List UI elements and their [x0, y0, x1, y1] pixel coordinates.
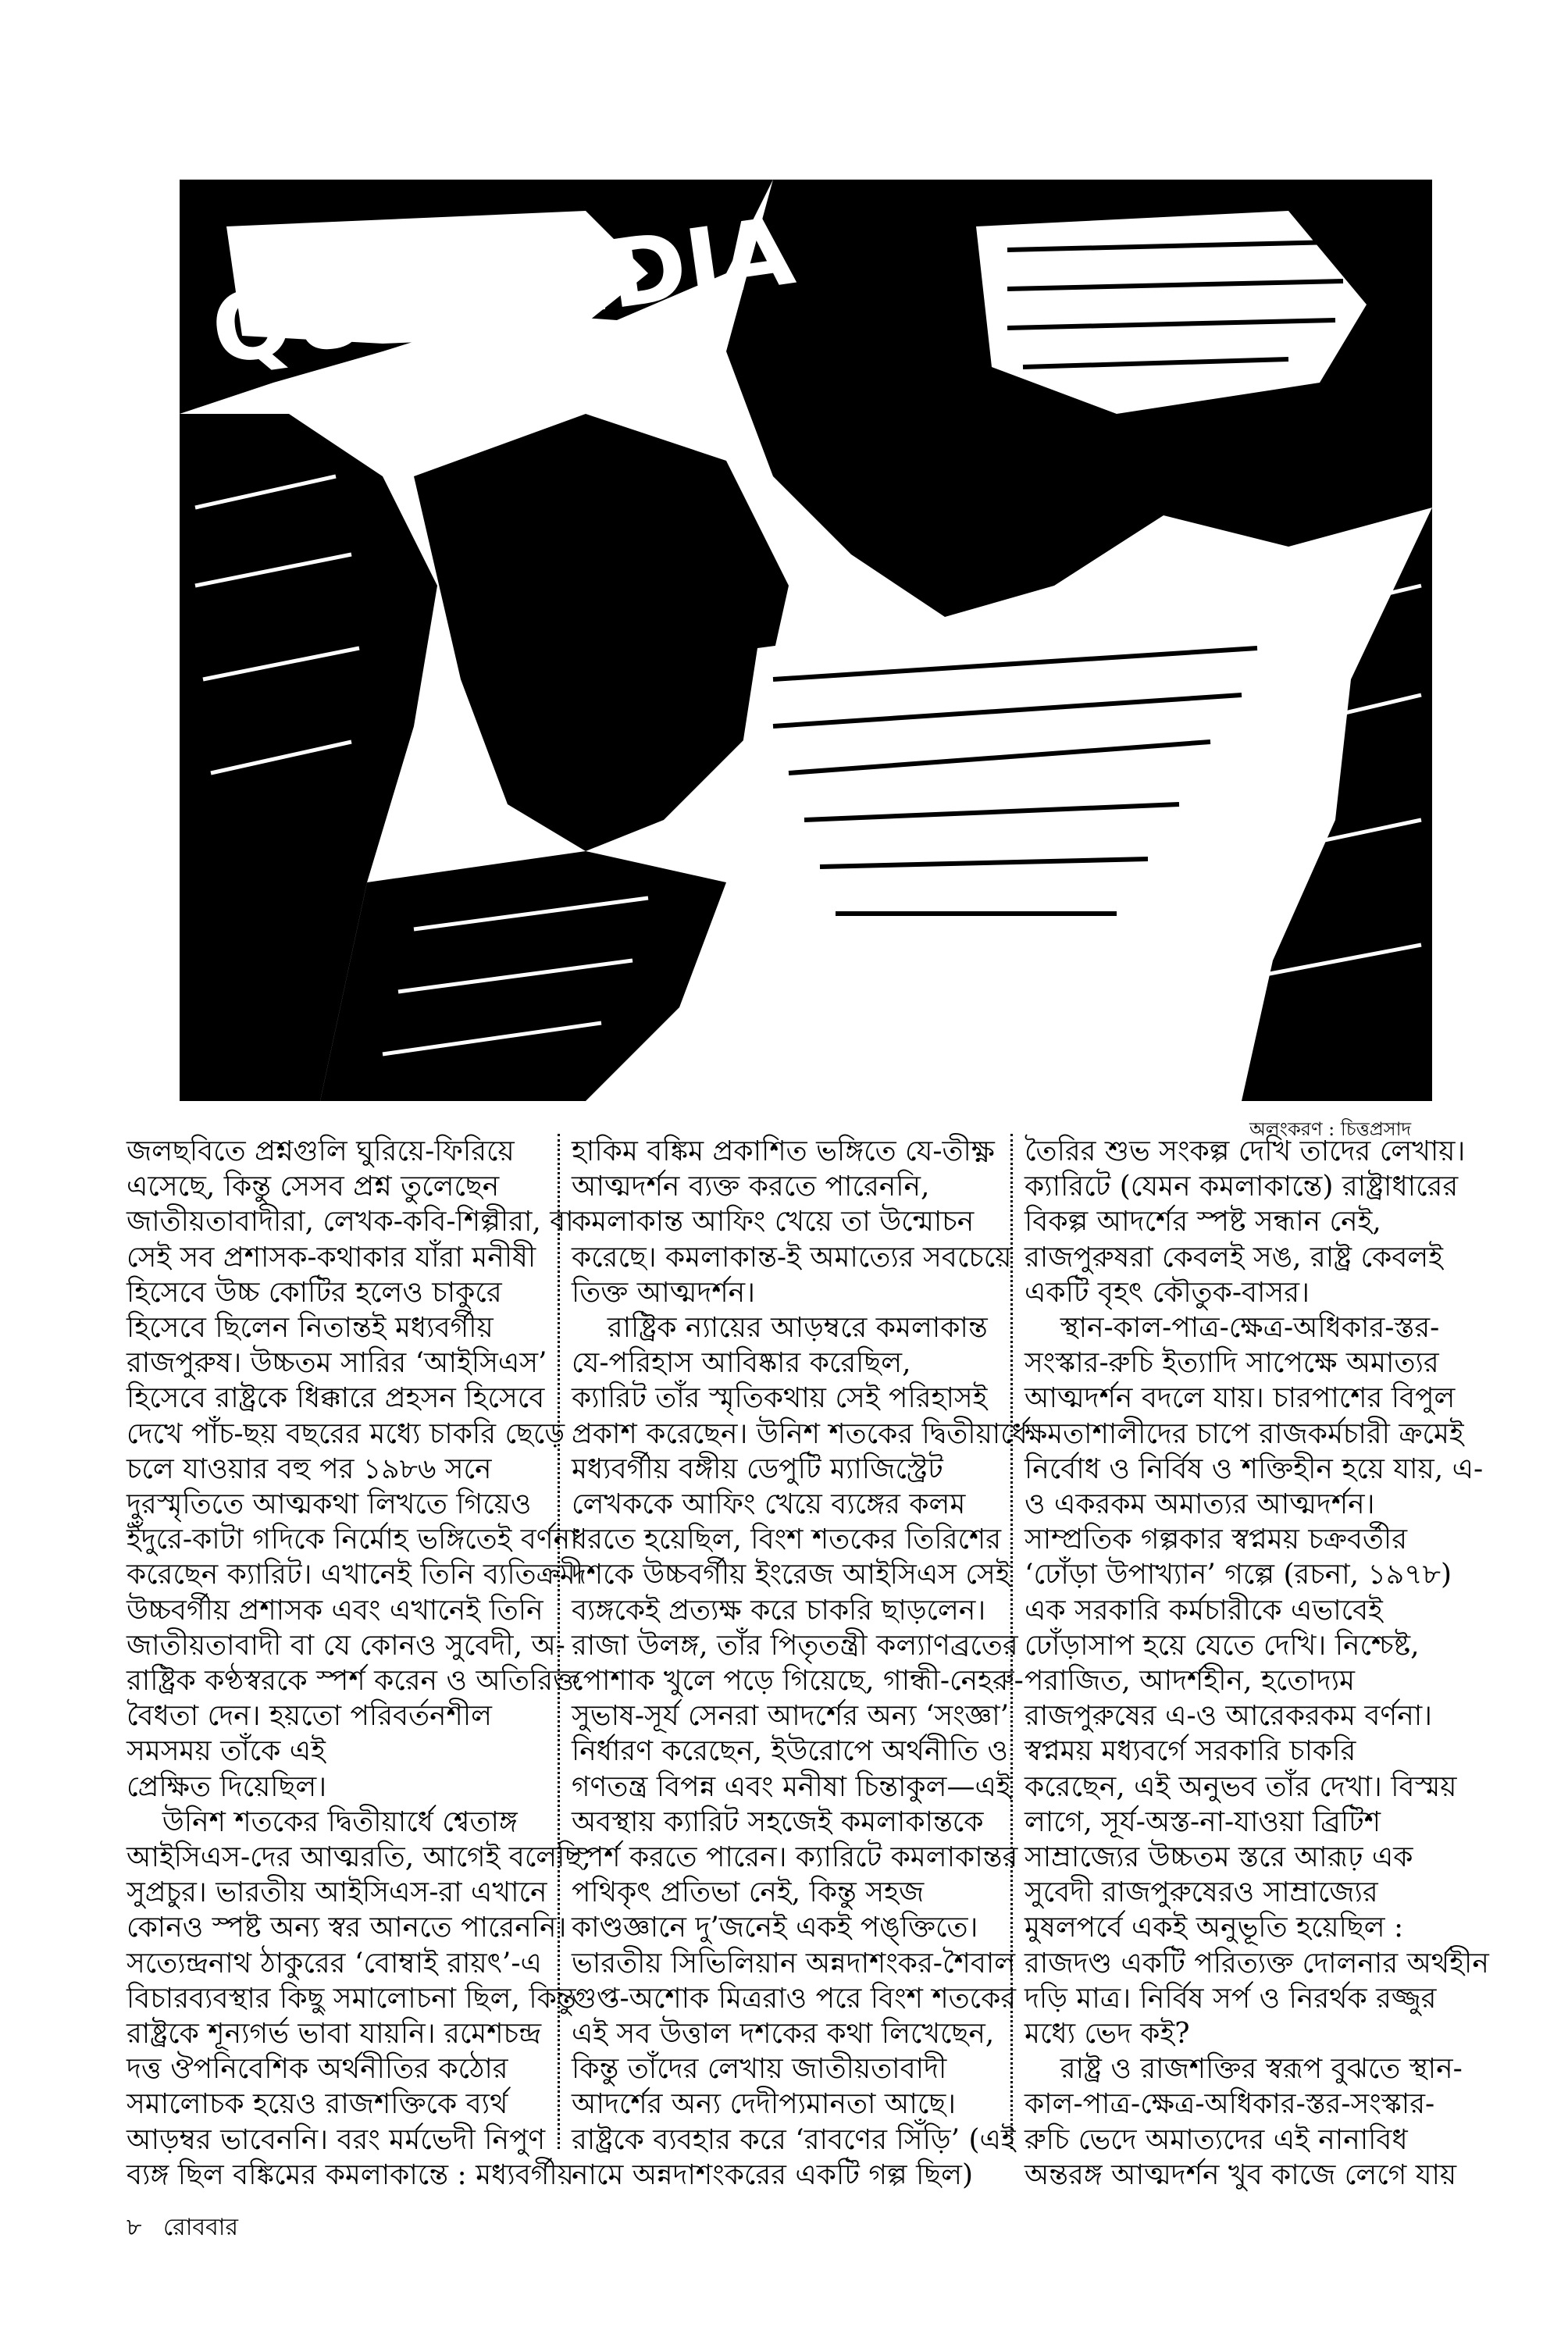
text-line: হিসেবে উচ্চ কোটির হলেও চাকুরে [127, 1276, 502, 1309]
text-line: রাষ্ট্রিক ন্যায়ের আড়ম্বরে কমলাকান্ত [572, 1312, 988, 1345]
text-line: গণতন্ত্র বিপন্ন এবং মনীষা চিন্তাকুল—এই [572, 1770, 1011, 1803]
text-line: রাজা উলঙ্গ, তাঁর পিতৃতন্ত্রী কল্যাণব্রতের [572, 1629, 1018, 1662]
text-line: দেখে পাঁচ-ছয় বছরের মধ্যে চাকরি ছেড়ে [127, 1417, 565, 1450]
text-line: করেছে। কমলাকান্ত-ই অমাত্যের সবচেয়ে [572, 1241, 1012, 1274]
text-line: কোনও স্পষ্ট অন্য স্বর আনতে পারেননি। [127, 1912, 567, 1944]
text-line: রাষ্ট্রিক কণ্ঠস্বরকে স্পর্শ করেন ও অতিরিক্ত [127, 1665, 580, 1698]
text-line: রুচি ভেদে অমাত্যদের এই নানাবিধ [1025, 2123, 1408, 2156]
text-line: ও একরকম অমাত্যর আত্মদর্শন। [1025, 1488, 1375, 1521]
text-line: দশকে উচ্চবর্গীয় ইংরেজ আইসিএস সেই [572, 1559, 1010, 1591]
text-line: কাল-পাত্র-ক্ষেত্র-অধিকার-স্তর-সংস্কার- [1025, 2088, 1435, 2121]
text-line: জাতীয়তাবাদী বা যে কোনও সুবেদী, অ- [127, 1629, 565, 1662]
text-line: দত্ত ঔপনিবেশিক অর্থনীতির কঠোর [127, 2053, 508, 2086]
text-line: জাতীয়তাবাদীরা, লেখক-কবি-শিল্পীরা, বা [127, 1206, 574, 1238]
page-number: ৮ [127, 2214, 142, 2241]
text-line: সত্যেন্দ্রনাথ ঠাকুরের ‘বোম্বাই রায়ৎ’-এ [127, 1947, 542, 1980]
text-line: বৈধতা দেন। হয়তো পরিবর্তনশীল [127, 1700, 492, 1733]
text-line: পথিকৃৎ প্রতিভা নেই, কিন্তু সহজ [572, 1876, 925, 1909]
text-line: ব্যঙ্গকেই প্রত্যক্ষ করে চাকরি ছাড়লেন। [572, 1594, 986, 1627]
text-line: রাজপুরুষের এ-ও আরেকরকম বর্ণনা। [1025, 1700, 1433, 1733]
text-line: মধ্যবর্গীয় বঙ্গীয় ডেপুটি ম্যাজিস্ট্রেট [572, 1452, 943, 1485]
text-line: আত্মদর্শন ব্যক্ত করতে পারেননি, [572, 1171, 930, 1203]
text-line: নির্বোধ ও নির্বিষ ও শক্তিহীন হয়ে যায়, এ- [1025, 1452, 1484, 1485]
text-line: ক্ষমতাশালীদের চাপে রাজকর্মচারী ক্রমেই [1025, 1417, 1464, 1450]
text-line: সেই সব প্রশাসক-কথাকার যাঁরা মনীষী [127, 1241, 536, 1274]
text-line: ভারতীয় সিভিলিয়ান অন্নদাশংকর-শৈবাল [572, 1947, 1016, 1980]
text-line: এই সব উত্তাল দশকের কথা লিখেছেন, [572, 2018, 995, 2051]
text-line: আড়ম্বর ভাবেননি। বরং মর্মভেদী নিপুণ [127, 2123, 546, 2156]
text-line: এসেছে, কিন্তু সেসব প্রশ্ন তুলেছেন [127, 1171, 500, 1203]
magazine-name: রোববার [163, 2214, 238, 2241]
text-line: তিক্ত আত্মদর্শন। [572, 1276, 755, 1309]
text-line: করেছেন ক্যারিট। এখানেই তিনি ব্যতিক্রমী [127, 1559, 584, 1591]
text-line: এক সরকারি কর্মচারীকে এভাবেই [1025, 1594, 1383, 1627]
text-line: জলছবিতে প্রশ্নগুলি ঘুরিয়ে-ফিরিয়ে [127, 1135, 515, 1167]
illustration-credit: অলংকরণ : চিত্তপ্রসাদ [1249, 1118, 1412, 1140]
text-column-1 [127, 1134, 591, 2191]
text-line: নির্ধারণ করেছেন, ইউরোপে অর্থনীতি ও [572, 1735, 1008, 1768]
text-line: উনিশ শতকের দ্বিতীয়ার্ধে শ্বেতাঙ্গ [127, 1805, 518, 1838]
text-line: স্বপ্নময় মধ্যবর্গে সরকারি চাকরি [1025, 1735, 1356, 1768]
text-line: উচ্চবর্গীয় প্রশাসক এবং এখানেই তিনি [127, 1594, 543, 1627]
article-body [127, 1134, 1489, 2191]
text-line: গুপ্ত-অশোক মিত্ররাও পরে বিংশ শতকের [572, 1982, 1017, 2015]
text-line: মুষলপর্বে একই অনুভূতি হয়েছিল : [1025, 1912, 1404, 1944]
text-line: অবস্থায় ক্যারিট সহজেই কমলাকান্তকে [572, 1805, 984, 1838]
text-line: স্পর্শ করতে পারেন। ক্যারিটে কমলাকান্তর [572, 1841, 1018, 1874]
text-line: একটি বৃহৎ কৌতুক-বাসর। [1025, 1276, 1310, 1309]
text-line: নামে অন্নদাশংকরের একটি গল্প ছিল) [572, 2158, 974, 2191]
text-line: সমসময় তাঁকে এই [127, 1735, 326, 1768]
text-line: স্থান-কাল-পাত্র-ক্ষেত্র-অধিকার-স্তর- [1025, 1312, 1440, 1345]
text-line: হিসেবে রাষ্ট্রকে ধিক্কারে প্রহসন হিসেবে [127, 1382, 545, 1415]
text-line: ব্যঙ্গ ছিল বঙ্কিমের কমলাকান্তে : মধ্যবর্গীয় [127, 2158, 574, 2191]
text-line: রাষ্ট্রকে শূন্যগর্ভ ভাবা যায়নি। রমেশচন্দ্র [127, 2018, 542, 2051]
text-line: সমালোচক হয়েও রাজশক্তিকে ব্যর্থ [127, 2088, 508, 2121]
text-line: সাম্রাজ্যের উচ্চতম স্তরে আরূঢ় এক [1025, 1841, 1413, 1874]
text-column-2 [572, 1134, 1028, 2191]
text-line: দড়ি মাত্র। নির্বিষ সর্প ও নিরর্থক রজ্জুর [1025, 1982, 1437, 2015]
text-line: সুবেদী রাজপুরুষেরও সাম্রাজ্যের [1025, 1876, 1378, 1909]
text-line: রাজপুরুষ। উচ্চতম সারির ‘আইসিএস’ [127, 1347, 547, 1380]
text-line: চলে যাওয়ার বহু পর ১৯৮৬ সনে [127, 1452, 492, 1485]
text-line: সুভাষ-সূর্য সেনরা আদর্শের অন্য ‘সংজ্ঞা’ [572, 1700, 1010, 1733]
text-line: অন্তরঙ্গ আত্মদর্শন খুব কাজে লেগে যায় [1025, 2158, 1457, 2191]
text-line: কাণ্ডজ্ঞানে দু’জনেই একই পঙ্‌ক্তিতে। [572, 1912, 978, 1944]
text-line: ঢোঁড়াসাপ হয়ে যেতে দেখি। নিশ্চেষ্ট, [1025, 1629, 1420, 1662]
text-line: কিন্তু তাঁদের লেখায় জাতীয়তাবাদী [572, 2053, 947, 2086]
text-line: সুপ্রচুর। ভারতীয় আইসিএস-রা এখানে [127, 1876, 547, 1909]
text-line: দুরস্মৃতিতে আত্মকথা লিখতে গিয়েও [127, 1488, 532, 1521]
text-line: রাজদণ্ড একটি পরিত্যক্ত দোলনার অর্থহীন [1025, 1947, 1489, 1980]
text-line: বিকল্প আদর্শের স্পষ্ট সন্ধান নেই, [1025, 1206, 1381, 1238]
text-line: বিচারব্যবস্থার কিছু সমালোচনা ছিল, কিন্তু [127, 1982, 576, 2015]
banner-text: QUIT INDIA [205, 197, 800, 387]
text-line: রাষ্ট্রকে ব্যবহার করে ‘রাবণের সিঁড়ি’ (এই [572, 2123, 1016, 2156]
text-line: যে-পরিহাস আবিষ্কার করেছিল, [572, 1347, 911, 1380]
text-line: পরাজিত, আদর্শহীন, হতোদ্যম [1025, 1665, 1356, 1698]
text-line: হিসেবে ছিলেন নিতান্তই মধ্যবর্গীয় [127, 1312, 494, 1345]
woodcut-illustration [180, 180, 1432, 1101]
text-line: সংস্কার-রুচি ইত্যাদি সাপেক্ষে অমাত্যর [1025, 1347, 1439, 1380]
text-line: রাষ্ট্র ও রাজশক্তির স্বরূপ বুঝতে স্থান- [1025, 2053, 1463, 2086]
text-line: ‘ঢোঁড়া উপাখ্যান’ গল্পে (রচনা, ১৯৭৮) [1025, 1559, 1452, 1591]
text-line: আইসিএস-দের আত্মরতি, আগেই বলেছি, [127, 1841, 591, 1874]
text-line: হাকিম বঙ্কিম প্রকাশিত ভঙ্গিতে যে-তীক্ষ্ণ [572, 1135, 995, 1167]
text-line: মধ্যে ভেদ কই? [1025, 2018, 1190, 2051]
text-line: ক্যারিট তাঁর স্মৃতিকথায় সেই পরিহাসই [572, 1382, 988, 1415]
text-line: আত্মদর্শন বদলে যায়। চারপাশের বিপুল [1025, 1382, 1456, 1415]
text-line: লাগে, সূর্য-অস্ত-না-যাওয়া ব্রিটিশ [1025, 1805, 1381, 1838]
text-line: ধরতে হয়েছিল, বিংশ শতকের তিরিশের [572, 1523, 1002, 1556]
text-line: প্রকাশ করেছেন। উনিশ শতকের দ্বিতীয়ার্ধে [572, 1417, 1028, 1450]
text-line: ক্যারিটে (যেমন কমলাকান্তে) রাষ্ট্রাধারের [1025, 1171, 1459, 1203]
text-line: আদর্শের অন্য দেদীপ্যমানতা আছে। [572, 2088, 957, 2121]
text-line: তৈরির শুভ সংকল্প দেখি তাদের লেখায়। [1025, 1135, 1466, 1167]
illustration-artwork [180, 180, 1432, 1101]
text-line: রাজপুরুষরা কেবলই সঙ, রাষ্ট্র কেবলই [1025, 1241, 1443, 1274]
text-line: ইঁদুরে-কাটা গদিকে নির্মোহ ভঙ্গিতেই বর্ণনা [127, 1523, 579, 1556]
text-column-3 [1025, 1134, 1489, 2191]
text-line: সাম্প্রতিক গল্পকার স্বপ্নময় চক্রবর্তীর [1025, 1523, 1408, 1556]
page-footer [127, 2208, 252, 2248]
text-line: করেছেন, এই অনুভব তাঁর দেখা। বিস্ময় [1025, 1770, 1457, 1803]
text-line: লেখককে আফিং খেয়ে ব্যঙ্গের কলম [572, 1488, 966, 1521]
text-line: প্রেক্ষিত দিয়েছিল। [127, 1770, 327, 1803]
text-line: কমলাকান্ত আফিং খেয়ে তা উন্মোচন [572, 1206, 975, 1238]
text-line: পোশাক খুলে পড়ে গিয়েছে, গান্ধী-নেহরু- [572, 1665, 1024, 1698]
